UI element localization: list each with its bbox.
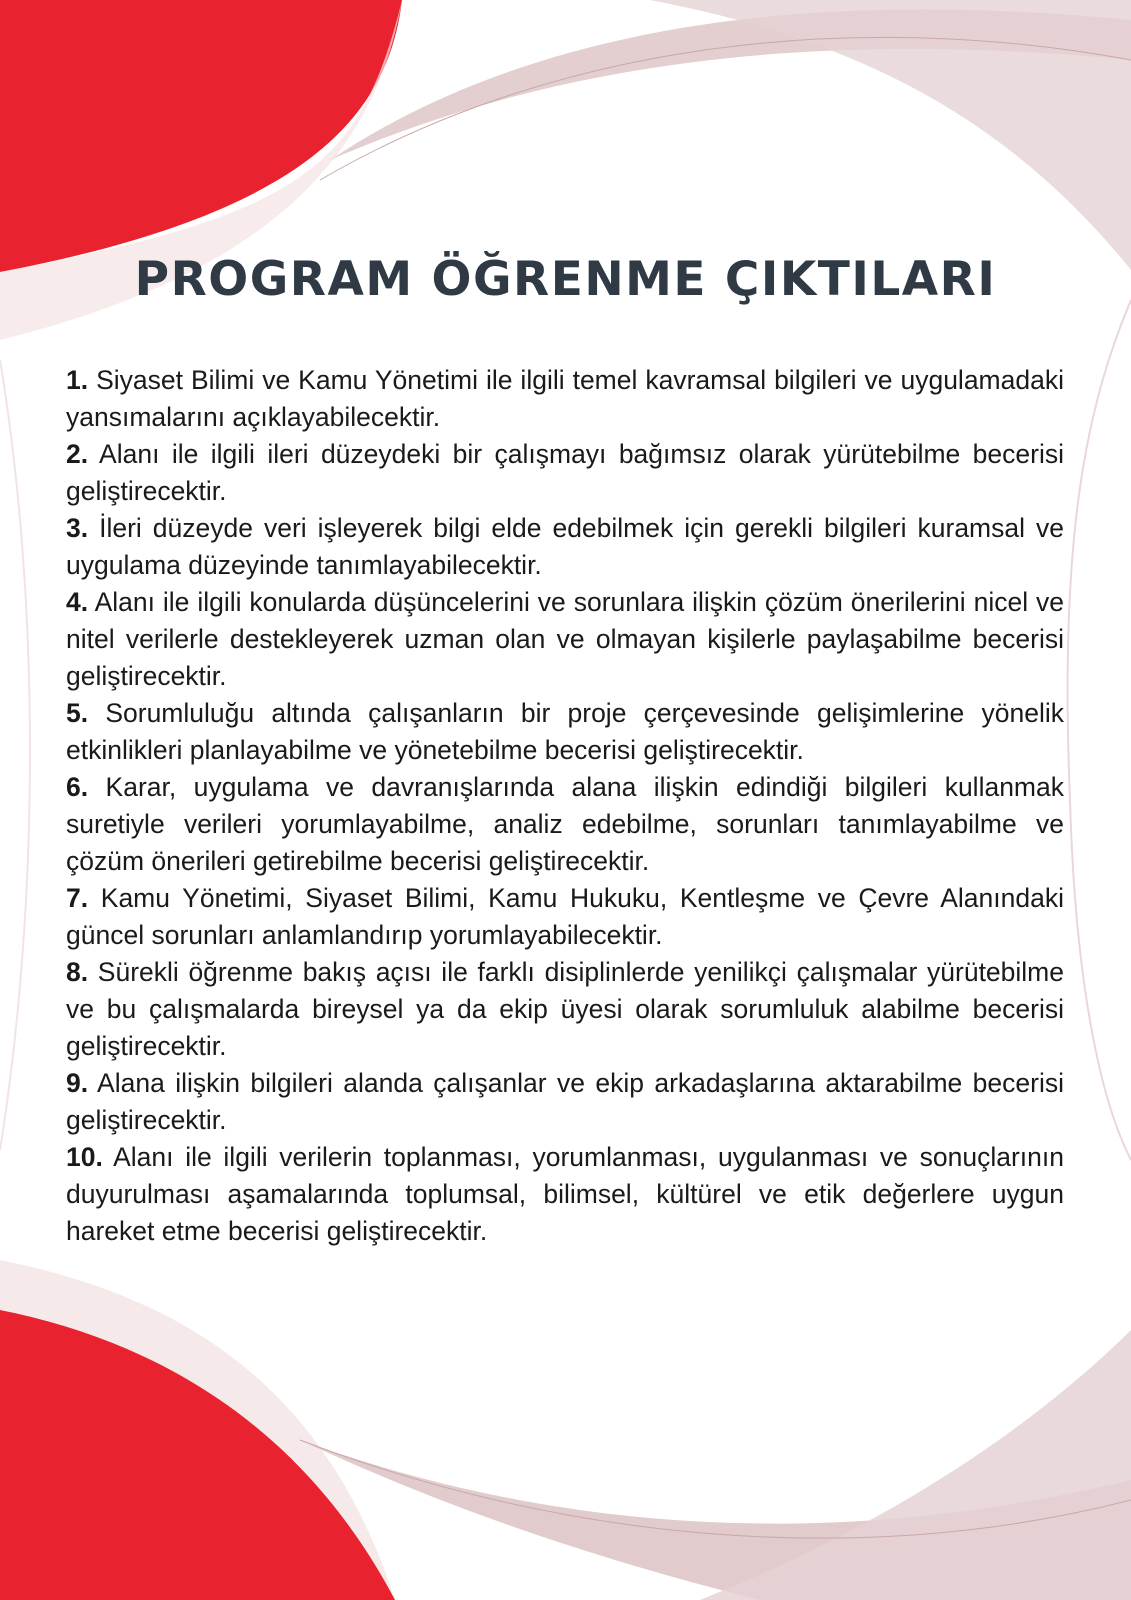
outcome-text: Alanı ile ilgili konularda düşüncelerini ve sorunlara ilişkin çözüm önerilerini nicel ve nitel verilerle destekleyerek uzman olan ve olmayan kişilerle paylaşabilme becerisi geliştirecektir. xyxy=(66,587,1064,691)
outcome-item xyxy=(66,584,1064,695)
right-edge-arc xyxy=(1068,300,1131,1160)
left-edge-arc xyxy=(0,360,30,1150)
outcome-item xyxy=(66,769,1064,880)
outcome-number: 7. xyxy=(66,883,89,913)
outcome-item xyxy=(66,695,1064,769)
outcome-number: 9. xyxy=(66,1068,89,1098)
outcome-text: Alanı ile ilgili ileri düzeydeki bir çalışmayı bağımsız olarak yürütebilme becerisi geliştirecektir. xyxy=(66,439,1064,506)
outcome-number: 3. xyxy=(66,513,89,543)
outcome-item xyxy=(66,1065,1064,1139)
outcome-text: Alana ilişkin bilgileri alanda çalışanlar ve ekip arkadaşlarına aktarabilme becerisi geliştirecektir. xyxy=(66,1068,1064,1135)
outcome-number: 1. xyxy=(66,365,89,395)
outcome-text: İleri düzeyde veri işleyerek bilgi elde edebilmek için gerekli bilgileri kuramsal ve uygulama düzeyinde tanımlayabilecektir. xyxy=(66,513,1064,580)
outcome-text: Kamu Yönetimi, Siyaset Bilimi, Kamu Hukuku, Kentleşme ve Çevre Alanındaki güncel sorunları anlamlandırıp yorumlayabilecektir. xyxy=(66,883,1064,950)
outcome-item xyxy=(66,1139,1064,1250)
outcome-item xyxy=(66,436,1064,510)
outcome-item xyxy=(66,362,1064,436)
outcomes-list xyxy=(66,362,1064,1250)
outcome-number: 4. xyxy=(66,587,89,617)
outcome-text: Sorumluluğu altında çalışanların bir proje çerçevesinde gelişimlerine yönelik etkinlikleri planlayabilme ve yönetebilme becerisi geliştirecektir. xyxy=(66,698,1064,765)
outcome-item xyxy=(66,954,1064,1065)
outcome-number: 10. xyxy=(66,1142,103,1172)
page-title: PROGRAM ÖĞRENME ÇIKTILARI xyxy=(134,252,997,307)
outcome-item xyxy=(66,510,1064,584)
outcome-item xyxy=(66,880,1064,954)
outcome-number: 2. xyxy=(66,439,89,469)
outcome-number: 6. xyxy=(66,772,89,802)
outcome-number: 5. xyxy=(66,698,89,728)
outcome-text: Siyaset Bilimi ve Kamu Yönetimi ile ilgili temel kavramsal bilgileri ve uygulamadaki yansımalarını açıklayabilecektir. xyxy=(66,365,1064,432)
outcome-text: Karar, uygulama ve davranışlarında alana ilişkin edindiği bilgileri kullanmak suretiyle verileri yorumlayabilme, analiz edebilme, sorunları tanımlayabilme ve çözüm önerileri getirebilme becerisi geliştirecektir. xyxy=(66,772,1064,876)
outcome-text: Alanı ile ilgili verilerin toplanması, yorumlanması, uygulanması ve sonuçlarının duyurulması aşamalarında toplumsal, bilimsel, kültürel ve etik değerlere uygun hareket etme becerisi geliştirecektir. xyxy=(66,1142,1064,1246)
outcome-text: Sürekli öğrenme bakış açısı ile farklı disiplinlerde yenilikçi çalışmalar yürütebilme ve bu çalışmalarda bireysel ya da ekip üyesi olarak sorumluluk alabilme becerisi geliştirecektir. xyxy=(66,957,1064,1061)
outcome-number: 8. xyxy=(66,957,89,987)
